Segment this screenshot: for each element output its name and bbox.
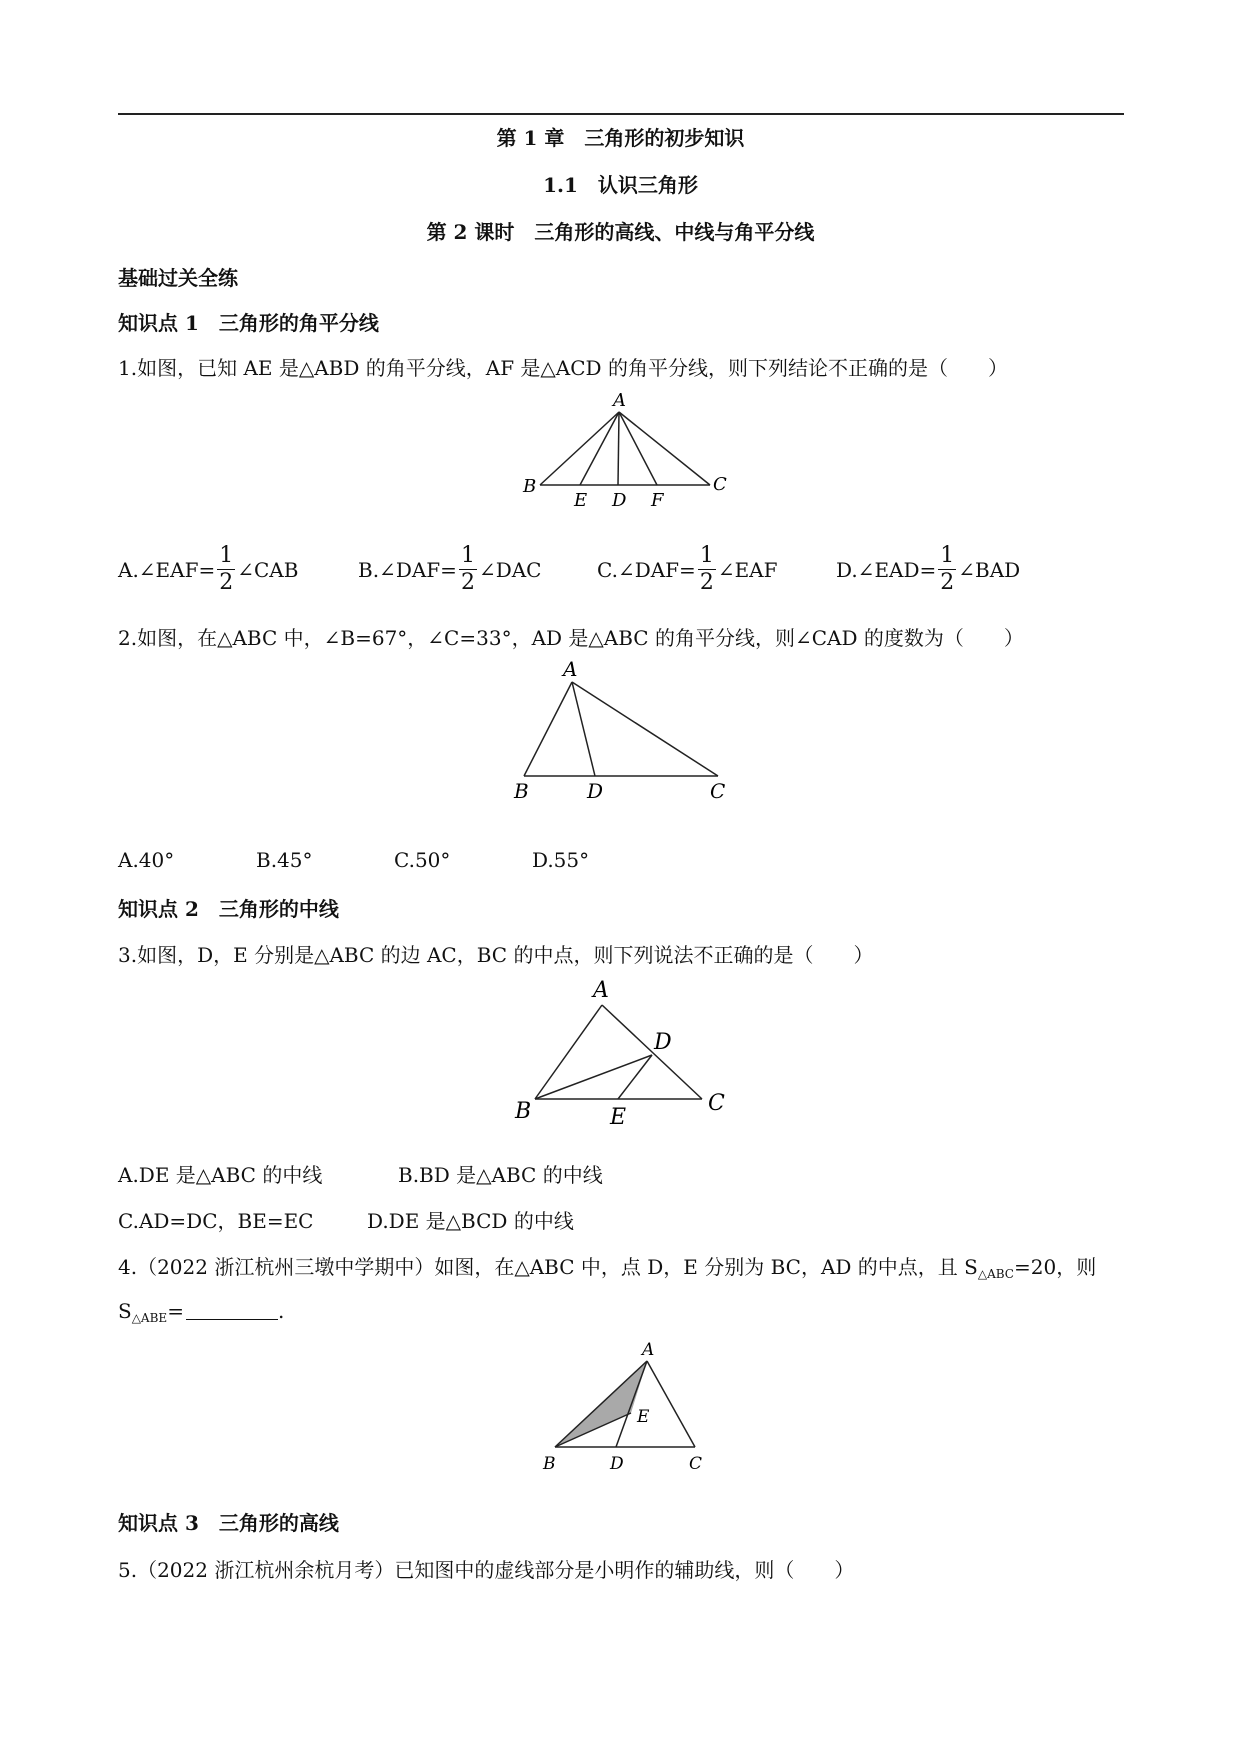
- q1-option-c-post: ∠EAF: [717, 557, 778, 582]
- label-c: C: [708, 1091, 725, 1116]
- top-rule: [118, 113, 1124, 115]
- label-c: C: [710, 779, 726, 803]
- segment-af: [619, 412, 657, 485]
- label-b: B: [515, 1099, 532, 1124]
- figure-3: [510, 975, 730, 1140]
- q1-option-d: [836, 545, 1020, 594]
- q1-option-d-pre: D.∠EAD=: [836, 557, 937, 582]
- q3-option-a: A.DE 是△ABC 的中线: [118, 1163, 323, 1187]
- area-symbol: S: [118, 1299, 132, 1323]
- question-1: 1.如图，已知 AE 是△ABD 的角平分线，AF 是△ACD 的角平分线，则下列结论不正确的是（ ）: [118, 356, 1008, 380]
- q2-option-a: A.40°: [118, 848, 175, 872]
- basic-practice-heading: 基础过关全练: [118, 266, 238, 290]
- subscript-abe: △ABE: [131, 1311, 168, 1325]
- q1-option-b-post: ∠DAC: [478, 557, 542, 582]
- q1-option-b: [358, 545, 541, 594]
- label-a: A: [642, 1340, 655, 1360]
- figure-2: [505, 658, 735, 803]
- label-a: A: [593, 978, 609, 1003]
- segment-ac: [619, 412, 710, 485]
- segment-ad: [572, 682, 595, 776]
- question-2: 2.如图，在△ABC 中，∠B=67°，∠C=33°，AD 是△ABC 的角平分线，则∠CAD 的度数为（ ）: [118, 626, 1024, 650]
- fraction-half: $\frac{1}{2}$: [940, 543, 955, 595]
- label-d: D: [654, 1030, 672, 1055]
- label-c: C: [713, 474, 727, 495]
- q1-option-b-pre: B.∠DAF=: [358, 557, 457, 582]
- fraction-half: $\frac{1}{2}$: [460, 543, 475, 595]
- label-a: A: [563, 658, 578, 681]
- segment-ad: [618, 412, 619, 485]
- q3-option-b: B.BD 是△ABC 的中线: [398, 1163, 603, 1187]
- period: .: [277, 1299, 285, 1323]
- question-4-text: 4.（2022 浙江杭州三墩中学期中）如图，在△ABC 中，点 D，E 分别为 BC，AD 的中点，且 S: [118, 1255, 978, 1279]
- label-f: F: [651, 490, 664, 511]
- label-b: B: [514, 779, 529, 803]
- knowledge-point-1: 知识点 1 三角形的角平分线: [118, 311, 379, 335]
- label-e: E: [637, 1407, 650, 1427]
- label-a: A: [613, 390, 626, 411]
- segment-ab: [540, 412, 619, 485]
- q2-option-c: C.50°: [394, 848, 451, 872]
- q3-option-c: C.AD=DC，BE=EC: [118, 1209, 314, 1233]
- question-4-text-tail: =20，则: [1014, 1255, 1097, 1279]
- q1-option-a: [118, 545, 298, 594]
- label-d: D: [612, 490, 627, 511]
- label-d: D: [610, 1454, 624, 1474]
- segment-ae: [580, 412, 619, 485]
- label-e: E: [574, 490, 588, 511]
- lesson-title: 第 2 课时 三角形的高线、中线与角平分线: [426, 220, 815, 244]
- subscript-abc: △ABC: [977, 1267, 1014, 1281]
- knowledge-point-3: 知识点 3 三角形的高线: [118, 1511, 339, 1535]
- segment-ab: [535, 1005, 602, 1099]
- answer-blank[interactable]: [186, 1301, 278, 1320]
- knowledge-point-2: 知识点 2 三角形的中线: [118, 897, 339, 921]
- section-title: 1.1 认识三角形: [543, 173, 698, 197]
- q1-option-c-pre: C.∠DAF=: [597, 557, 696, 582]
- fraction-half: $\frac{1}{2}$: [219, 543, 234, 595]
- q1-option-a-pre: A.∠EAF=: [118, 557, 216, 582]
- segment-ab: [524, 682, 572, 776]
- q3-option-d: D.DE 是△BCD 的中线: [367, 1209, 574, 1233]
- figure-1: [520, 390, 730, 515]
- label-d: D: [587, 779, 604, 803]
- q1-option-d-post: ∠BAD: [958, 557, 1021, 582]
- fraction-half: $\frac{1}{2}$: [699, 543, 714, 595]
- question-4: [118, 1251, 1096, 1281]
- segment-ac: [572, 682, 718, 776]
- figure-4: [525, 1335, 725, 1480]
- segment-ac: [602, 1005, 702, 1099]
- segment-ac: [647, 1361, 695, 1447]
- equals-sign: =: [167, 1299, 184, 1323]
- label-e: E: [610, 1105, 627, 1130]
- q1-option-c: [597, 545, 778, 594]
- label-c: C: [689, 1454, 703, 1474]
- question-3: 3.如图，D，E 分别是△ABC 的边 AC，BC 的中点，则下列说法不正确的是（ ）: [118, 943, 874, 967]
- q1-option-a-post: ∠CAB: [237, 557, 299, 582]
- label-b: B: [543, 1454, 556, 1474]
- q2-option-b: B.45°: [256, 848, 313, 872]
- q2-option-d: D.55°: [532, 848, 590, 872]
- question-4-line-2: [118, 1299, 284, 1325]
- label-b: B: [523, 476, 537, 497]
- chapter-title: 第 1 章 三角形的初步知识: [496, 126, 745, 150]
- question-5: 5.（2022 浙江杭州余杭月考）已知图中的虚线部分是小明作的辅助线，则（ ）: [118, 1558, 855, 1582]
